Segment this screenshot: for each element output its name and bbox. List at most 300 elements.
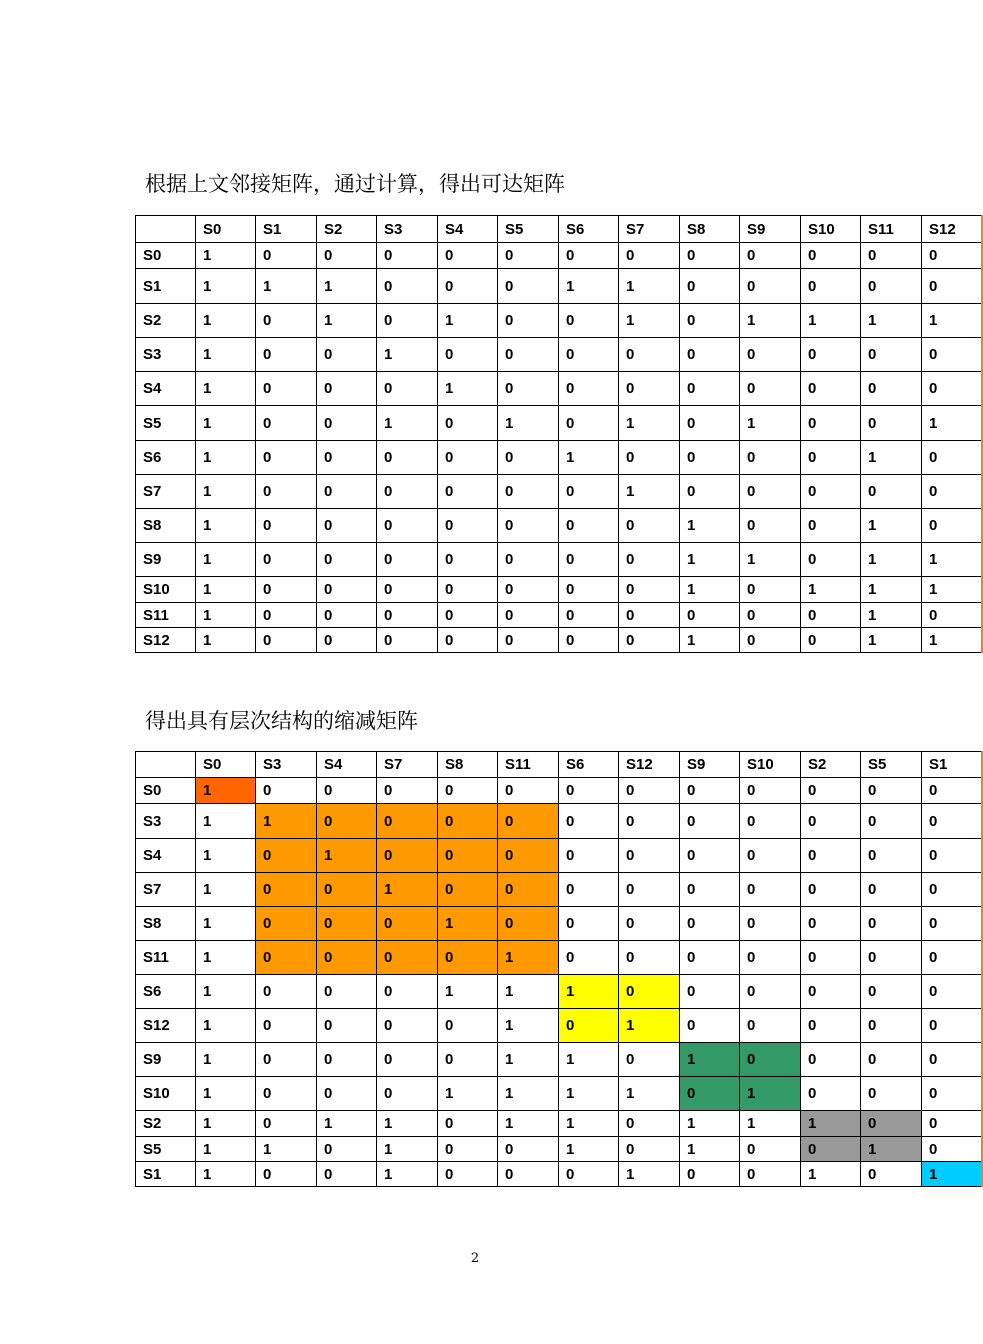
row-header: S8 bbox=[136, 509, 196, 543]
matrix-cell: 1 bbox=[922, 304, 983, 338]
matrix-cell: 0 bbox=[740, 907, 801, 941]
matrix-cell: 0 bbox=[619, 941, 680, 975]
matrix-cell: 0 bbox=[256, 243, 317, 269]
matrix-cell: 0 bbox=[377, 243, 438, 269]
matrix-cell: 1 bbox=[438, 304, 498, 338]
matrix-cell: 1 bbox=[196, 577, 256, 603]
matrix-cell: 0 bbox=[438, 1009, 498, 1043]
matrix-cell: 0 bbox=[438, 441, 498, 475]
matrix-cell: 0 bbox=[377, 941, 438, 975]
matrix-cell: 1 bbox=[196, 338, 256, 372]
matrix-cell: 0 bbox=[740, 269, 801, 304]
matrix-cell: 0 bbox=[619, 509, 680, 543]
matrix-cell: 1 bbox=[922, 406, 983, 441]
matrix-cell: 0 bbox=[619, 628, 680, 653]
matrix-cell: 0 bbox=[680, 304, 740, 338]
column-header: S7 bbox=[619, 216, 680, 243]
matrix-cell: 1 bbox=[256, 1137, 317, 1162]
matrix-cell: 0 bbox=[559, 243, 619, 269]
matrix-cell: 0 bbox=[377, 1043, 438, 1077]
column-header: S0 bbox=[196, 752, 256, 778]
row-header: S7 bbox=[136, 475, 196, 509]
column-header: S2 bbox=[317, 216, 377, 243]
matrix-cell: 0 bbox=[740, 1137, 801, 1162]
matrix-cell: 0 bbox=[740, 603, 801, 628]
matrix-cell: 1 bbox=[196, 1137, 256, 1162]
matrix-cell: 0 bbox=[559, 907, 619, 941]
matrix-cell: 1 bbox=[438, 1077, 498, 1111]
row-header: S3 bbox=[136, 338, 196, 372]
row-header: S7 bbox=[136, 873, 196, 907]
matrix-cell: 0 bbox=[922, 975, 983, 1009]
matrix-cell: 1 bbox=[196, 372, 256, 406]
row-header: S5 bbox=[136, 406, 196, 441]
matrix-cell: 0 bbox=[256, 873, 317, 907]
column-header: S8 bbox=[680, 216, 740, 243]
matrix-cell: 0 bbox=[801, 406, 861, 441]
matrix-cell: 0 bbox=[377, 577, 438, 603]
matrix-cell: 0 bbox=[861, 778, 922, 804]
matrix-cell: 0 bbox=[559, 941, 619, 975]
table-row bbox=[136, 543, 983, 577]
row-header: S11 bbox=[136, 603, 196, 628]
matrix-cell: 0 bbox=[438, 778, 498, 804]
matrix-cell: 0 bbox=[559, 603, 619, 628]
matrix-cell: 0 bbox=[256, 1043, 317, 1077]
matrix-cell: 1 bbox=[740, 543, 801, 577]
matrix-cell: 0 bbox=[922, 873, 983, 907]
matrix-cell: 0 bbox=[801, 509, 861, 543]
row-header: S12 bbox=[136, 628, 196, 653]
matrix-cell: 1 bbox=[680, 1111, 740, 1137]
row-header: S10 bbox=[136, 577, 196, 603]
matrix-cell: 0 bbox=[438, 243, 498, 269]
column-header: S10 bbox=[801, 216, 861, 243]
matrix-cell: 0 bbox=[740, 338, 801, 372]
column-header: S6 bbox=[559, 752, 619, 778]
matrix-cell: 1 bbox=[861, 304, 922, 338]
matrix-cell: 1 bbox=[680, 543, 740, 577]
matrix-cell: 0 bbox=[559, 628, 619, 653]
matrix-cell: 0 bbox=[740, 441, 801, 475]
table-row bbox=[136, 975, 983, 1009]
matrix-cell: 1 bbox=[196, 1111, 256, 1137]
matrix-cell: 0 bbox=[559, 304, 619, 338]
table-row bbox=[136, 1162, 983, 1187]
matrix-cell: 0 bbox=[498, 839, 559, 873]
matrix-cell: 0 bbox=[438, 628, 498, 653]
matrix-cell: 1 bbox=[196, 269, 256, 304]
matrix-cell: 0 bbox=[498, 603, 559, 628]
matrix-cell: 0 bbox=[377, 269, 438, 304]
matrix-cell: 0 bbox=[317, 1009, 377, 1043]
matrix-cell: 0 bbox=[861, 406, 922, 441]
matrix-cell: 1 bbox=[740, 1111, 801, 1137]
row-header: S10 bbox=[136, 1077, 196, 1111]
matrix-cell: 0 bbox=[740, 873, 801, 907]
matrix-cell: 1 bbox=[559, 1137, 619, 1162]
matrix-cell: 0 bbox=[740, 778, 801, 804]
matrix-cell: 0 bbox=[317, 475, 377, 509]
row-header: S6 bbox=[136, 441, 196, 475]
matrix-cell: 0 bbox=[680, 873, 740, 907]
matrix-cell: 1 bbox=[619, 1077, 680, 1111]
matrix-cell: 0 bbox=[801, 269, 861, 304]
matrix-cell: 0 bbox=[801, 907, 861, 941]
matrix-cell: 1 bbox=[438, 907, 498, 941]
matrix-cell: 1 bbox=[861, 577, 922, 603]
matrix-cell: 0 bbox=[498, 338, 559, 372]
matrix-cell: 1 bbox=[196, 839, 256, 873]
table-row bbox=[136, 1137, 983, 1162]
table-row bbox=[136, 243, 983, 269]
matrix-cell: 1 bbox=[196, 304, 256, 338]
matrix-cell: 0 bbox=[256, 543, 317, 577]
matrix-cell: 0 bbox=[619, 778, 680, 804]
matrix-cell: 0 bbox=[922, 1077, 983, 1111]
column-header: S4 bbox=[438, 216, 498, 243]
matrix-cell: 0 bbox=[740, 628, 801, 653]
column-header: S12 bbox=[619, 752, 680, 778]
matrix-cell: 0 bbox=[256, 1009, 317, 1043]
matrix-cell: 1 bbox=[801, 577, 861, 603]
matrix-cell: 1 bbox=[922, 1162, 983, 1187]
row-header: S9 bbox=[136, 1043, 196, 1077]
matrix-cell: 0 bbox=[559, 372, 619, 406]
matrix-cell: 0 bbox=[256, 577, 317, 603]
column-header: S11 bbox=[498, 752, 559, 778]
row-header: S5 bbox=[136, 1137, 196, 1162]
matrix-cell: 0 bbox=[256, 509, 317, 543]
matrix-cell: 0 bbox=[256, 441, 317, 475]
matrix-cell: 0 bbox=[740, 941, 801, 975]
matrix-cell: 1 bbox=[196, 975, 256, 1009]
matrix-cell: 0 bbox=[498, 304, 559, 338]
matrix-cell: 0 bbox=[740, 1043, 801, 1077]
matrix-cell: 0 bbox=[559, 338, 619, 372]
matrix-cell: 0 bbox=[680, 778, 740, 804]
column-header: S3 bbox=[256, 752, 317, 778]
matrix-cell: 0 bbox=[498, 907, 559, 941]
matrix-cell: 1 bbox=[317, 839, 377, 873]
matrix-cell: 1 bbox=[196, 907, 256, 941]
matrix-cell: 1 bbox=[680, 1137, 740, 1162]
matrix-cell: 0 bbox=[861, 1162, 922, 1187]
matrix-cell: 1 bbox=[196, 941, 256, 975]
table-row bbox=[136, 372, 983, 406]
table-row bbox=[136, 1111, 983, 1137]
matrix-cell: 0 bbox=[922, 338, 983, 372]
matrix-cell: 0 bbox=[317, 243, 377, 269]
column-header: S5 bbox=[498, 216, 559, 243]
matrix-cell: 0 bbox=[559, 406, 619, 441]
matrix-cell: 0 bbox=[619, 577, 680, 603]
table-row bbox=[136, 304, 983, 338]
matrix-cell: 1 bbox=[256, 804, 317, 839]
matrix-cell: 0 bbox=[559, 804, 619, 839]
column-header: S1 bbox=[256, 216, 317, 243]
matrix-cell: 0 bbox=[317, 907, 377, 941]
table-row bbox=[136, 509, 983, 543]
matrix-cell: 0 bbox=[680, 475, 740, 509]
matrix-cell: 1 bbox=[196, 1043, 256, 1077]
matrix-cell: 1 bbox=[377, 1111, 438, 1137]
matrix-cell: 0 bbox=[438, 603, 498, 628]
matrix-cell: 0 bbox=[256, 406, 317, 441]
matrix-cell: 0 bbox=[801, 975, 861, 1009]
matrix-cell: 0 bbox=[861, 804, 922, 839]
matrix-cell: 0 bbox=[801, 778, 861, 804]
table-row bbox=[136, 603, 983, 628]
matrix-cell: 0 bbox=[861, 372, 922, 406]
matrix-cell: 0 bbox=[801, 628, 861, 653]
matrix-cell: 0 bbox=[922, 509, 983, 543]
matrix-cell: 1 bbox=[498, 1111, 559, 1137]
column-header: S10 bbox=[740, 752, 801, 778]
matrix-cell: 0 bbox=[861, 1009, 922, 1043]
matrix-cell: 1 bbox=[861, 441, 922, 475]
column-header: S7 bbox=[377, 752, 438, 778]
matrix-cell: 0 bbox=[498, 873, 559, 907]
matrix-cell: 0 bbox=[619, 1137, 680, 1162]
matrix-cell: 1 bbox=[196, 778, 256, 804]
matrix-cell: 0 bbox=[317, 1137, 377, 1162]
matrix-cell: 0 bbox=[740, 804, 801, 839]
matrix-cell: 0 bbox=[680, 1009, 740, 1043]
matrix-cell: 1 bbox=[196, 475, 256, 509]
matrix-cell: 0 bbox=[680, 603, 740, 628]
column-header: S6 bbox=[559, 216, 619, 243]
matrix-cell: 1 bbox=[196, 873, 256, 907]
column-header: S12 bbox=[922, 216, 983, 243]
matrix-cell: 0 bbox=[559, 475, 619, 509]
matrix-cell: 0 bbox=[438, 873, 498, 907]
column-header: S8 bbox=[438, 752, 498, 778]
matrix-cell: 0 bbox=[498, 243, 559, 269]
matrix-cell: 0 bbox=[559, 873, 619, 907]
matrix-cell: 0 bbox=[377, 1009, 438, 1043]
header-row bbox=[136, 216, 983, 243]
matrix-cell: 0 bbox=[438, 509, 498, 543]
matrix-cell: 0 bbox=[801, 603, 861, 628]
matrix-cell: 0 bbox=[559, 543, 619, 577]
matrix-cell: 0 bbox=[861, 243, 922, 269]
matrix-cell: 0 bbox=[317, 628, 377, 653]
page-number: 2 bbox=[470, 1251, 480, 1266]
table-row bbox=[136, 406, 983, 441]
row-header: S2 bbox=[136, 1111, 196, 1137]
matrix-cell: 1 bbox=[619, 475, 680, 509]
matrix-cell: 1 bbox=[559, 269, 619, 304]
matrix-cell: 1 bbox=[196, 1009, 256, 1043]
matrix-cell: 0 bbox=[922, 778, 983, 804]
header-row bbox=[136, 752, 983, 778]
table-row bbox=[136, 804, 983, 839]
matrix-cell: 1 bbox=[680, 577, 740, 603]
matrix-cell: 0 bbox=[801, 372, 861, 406]
matrix-cell: 0 bbox=[256, 1162, 317, 1187]
matrix-cell: 0 bbox=[498, 628, 559, 653]
matrix-cell: 1 bbox=[196, 603, 256, 628]
matrix-cell: 0 bbox=[922, 804, 983, 839]
matrix-cell: 0 bbox=[377, 441, 438, 475]
matrix-cell: 0 bbox=[922, 1043, 983, 1077]
matrix-cell: 0 bbox=[740, 839, 801, 873]
table-row bbox=[136, 839, 983, 873]
matrix-cell: 1 bbox=[317, 304, 377, 338]
row-header: S1 bbox=[136, 1162, 196, 1187]
matrix-cell: 0 bbox=[377, 839, 438, 873]
matrix-cell: 0 bbox=[438, 577, 498, 603]
matrix-cell: 0 bbox=[317, 778, 377, 804]
matrix-cell: 0 bbox=[498, 804, 559, 839]
matrix-cell: 0 bbox=[619, 338, 680, 372]
row-header: S0 bbox=[136, 243, 196, 269]
matrix-cell: 0 bbox=[559, 577, 619, 603]
matrix-cell: 1 bbox=[256, 269, 317, 304]
matrix-cell: 0 bbox=[438, 475, 498, 509]
matrix-cell: 0 bbox=[317, 441, 377, 475]
row-header: S4 bbox=[136, 372, 196, 406]
matrix-cell: 0 bbox=[438, 804, 498, 839]
matrix-cell: 1 bbox=[740, 1077, 801, 1111]
row-header: S11 bbox=[136, 941, 196, 975]
matrix-cell: 1 bbox=[317, 1111, 377, 1137]
matrix-cell: 1 bbox=[196, 406, 256, 441]
matrix-cell: 1 bbox=[498, 975, 559, 1009]
table-row bbox=[136, 338, 983, 372]
reachability-matrix-table bbox=[135, 215, 983, 653]
matrix-cell: 0 bbox=[619, 603, 680, 628]
matrix-cell: 0 bbox=[438, 941, 498, 975]
table-row bbox=[136, 1043, 983, 1077]
matrix-cell: 0 bbox=[740, 372, 801, 406]
matrix-cell: 1 bbox=[680, 628, 740, 653]
matrix-cell: 0 bbox=[801, 1137, 861, 1162]
matrix-cell: 0 bbox=[559, 778, 619, 804]
matrix-cell: 1 bbox=[559, 1077, 619, 1111]
matrix-cell: 0 bbox=[680, 372, 740, 406]
matrix-cell: 0 bbox=[740, 243, 801, 269]
matrix-cell: 1 bbox=[801, 304, 861, 338]
matrix-cell: 0 bbox=[498, 269, 559, 304]
matrix-cell: 0 bbox=[801, 243, 861, 269]
matrix-cell: 0 bbox=[498, 1162, 559, 1187]
matrix-cell: 1 bbox=[196, 509, 256, 543]
matrix-cell: 1 bbox=[196, 243, 256, 269]
matrix-cell: 0 bbox=[317, 543, 377, 577]
matrix-cell: 0 bbox=[619, 804, 680, 839]
matrix-cell: 0 bbox=[922, 603, 983, 628]
matrix-cell: 0 bbox=[377, 603, 438, 628]
reachability-heading: 根据上文邻接矩阵，通过计算，得出可达矩阵 bbox=[145, 172, 565, 196]
matrix-cell: 1 bbox=[619, 406, 680, 441]
matrix-cell: 0 bbox=[317, 338, 377, 372]
matrix-cell: 0 bbox=[256, 338, 317, 372]
table-row bbox=[136, 1077, 983, 1111]
matrix-cell: 0 bbox=[377, 372, 438, 406]
matrix-cell: 0 bbox=[377, 304, 438, 338]
matrix-cell: 1 bbox=[438, 372, 498, 406]
matrix-cell: 1 bbox=[619, 1162, 680, 1187]
matrix-cell: 0 bbox=[801, 475, 861, 509]
matrix-cell: 0 bbox=[801, 1077, 861, 1111]
matrix-cell: 1 bbox=[377, 338, 438, 372]
matrix-cell: 0 bbox=[922, 441, 983, 475]
matrix-cell: 0 bbox=[619, 1111, 680, 1137]
reduced-matrix-table bbox=[135, 751, 983, 1187]
matrix-cell: 0 bbox=[801, 873, 861, 907]
matrix-cell: 0 bbox=[317, 941, 377, 975]
matrix-cell: 1 bbox=[740, 406, 801, 441]
matrix-cell: 1 bbox=[619, 304, 680, 338]
matrix-cell: 0 bbox=[922, 1009, 983, 1043]
matrix-cell: 0 bbox=[740, 475, 801, 509]
matrix-cell: 0 bbox=[559, 509, 619, 543]
matrix-cell: 0 bbox=[377, 1077, 438, 1111]
matrix-cell: 0 bbox=[438, 338, 498, 372]
column-header: S11 bbox=[861, 216, 922, 243]
matrix-cell: 0 bbox=[377, 907, 438, 941]
matrix-cell: 0 bbox=[680, 1162, 740, 1187]
matrix-cell: 0 bbox=[317, 577, 377, 603]
matrix-cell: 1 bbox=[196, 628, 256, 653]
matrix-cell: 0 bbox=[801, 338, 861, 372]
matrix-cell: 0 bbox=[619, 441, 680, 475]
matrix-cell: 0 bbox=[438, 1111, 498, 1137]
matrix-cell: 0 bbox=[498, 778, 559, 804]
column-header: S9 bbox=[680, 752, 740, 778]
column-header: S1 bbox=[922, 752, 983, 778]
matrix-cell: 0 bbox=[256, 372, 317, 406]
matrix-cell: 0 bbox=[256, 778, 317, 804]
matrix-cell: 1 bbox=[196, 1162, 256, 1187]
matrix-cell: 0 bbox=[498, 543, 559, 577]
matrix-cell: 0 bbox=[317, 804, 377, 839]
matrix-cell: 0 bbox=[680, 941, 740, 975]
matrix-cell: 0 bbox=[498, 577, 559, 603]
matrix-cell: 1 bbox=[861, 1137, 922, 1162]
matrix-cell: 1 bbox=[801, 1162, 861, 1187]
matrix-cell: 0 bbox=[619, 1043, 680, 1077]
matrix-cell: 0 bbox=[801, 839, 861, 873]
matrix-cell: 0 bbox=[922, 475, 983, 509]
matrix-cell: 1 bbox=[196, 804, 256, 839]
matrix-cell: 1 bbox=[559, 441, 619, 475]
matrix-cell: 0 bbox=[498, 1137, 559, 1162]
matrix-cell: 1 bbox=[377, 873, 438, 907]
matrix-cell: 0 bbox=[922, 269, 983, 304]
matrix-cell: 0 bbox=[861, 839, 922, 873]
matrix-cell: 0 bbox=[559, 839, 619, 873]
matrix-cell: 0 bbox=[377, 475, 438, 509]
matrix-cell: 0 bbox=[377, 509, 438, 543]
matrix-cell: 0 bbox=[619, 907, 680, 941]
matrix-cell: 0 bbox=[317, 1162, 377, 1187]
matrix-cell: 0 bbox=[861, 338, 922, 372]
matrix-cell: 0 bbox=[438, 543, 498, 577]
matrix-cell: 0 bbox=[619, 839, 680, 873]
matrix-cell: 1 bbox=[861, 628, 922, 653]
matrix-cell: 0 bbox=[377, 628, 438, 653]
matrix-cell: 0 bbox=[801, 941, 861, 975]
matrix-cell: 0 bbox=[438, 1137, 498, 1162]
table-row bbox=[136, 269, 983, 304]
matrix-cell: 1 bbox=[498, 1009, 559, 1043]
matrix-cell: 0 bbox=[256, 975, 317, 1009]
matrix-cell: 0 bbox=[619, 372, 680, 406]
matrix-cell: 0 bbox=[619, 873, 680, 907]
